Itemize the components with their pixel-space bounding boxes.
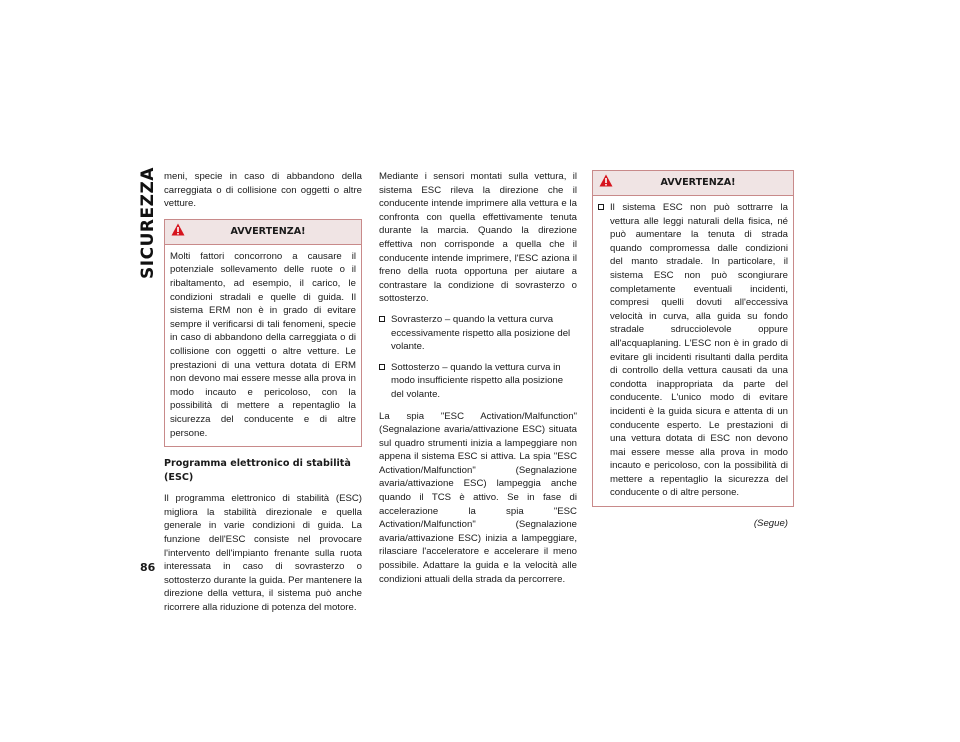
warning-header <box>165 220 361 245</box>
warning-title: AVVERTENZA! <box>230 225 306 237</box>
warning-box-esc <box>592 170 794 507</box>
checkbox-bullet-icon <box>598 204 604 210</box>
warning-body <box>593 196 793 506</box>
esc-paragraph: Il programma elettronico di stabilità (ESC) migliora la stabilità direzionale e quella generale in varie condizioni di guida. La funzione dell'ESC consiste nel provocare l'intervento dell'impianto frenante sulla ruota interessata in caso di sovrasterzo o sottosterzo durante la guida. Per mantenere la direzione della vettura, il sistema può anche ricorrere alla riduzione di potenza del motore. <box>164 493 362 614</box>
column-1 <box>164 170 362 615</box>
indicator-paragraph: La spia "ESC Activation/Malfunction" (Segnalazione avaria/attivazione ESC) situata sul quadro strumenti inizia a lampeggiare non appena il sistema ESC si attiva. La spia "ESC Activation/Malfunction" (Segnalazione avaria/attivazione ESC) lampeggia anche quando il TCS è attivo. Se in fase di accelerazione la spia "ESC Activation/Malfunction" (Segnalazione avaria/attivazione ESC) inizia a lampeggiare, rilasciare l'acceleratore e accelerare il meno possibile. Adattare la guida e la velocità alle condizioni attuali della strada da percorrere. <box>379 410 577 585</box>
warning-text: Molti fattori concorrono a causare il potenziale sollevamento delle ruote o il ribaltamento, ad esempio, il carico, le condizioni stradali e quelle di guida. Il sistema ERM non è in grado di evitare sempre il verificarsi di tali fenomeni, specie in caso di abbandono della carreggiata o di collisione con oggetti o altre vetture. Le prestazioni di una vettura dotata di ERM non devono mai essere messe alla prova in modo incauto e pericoloso, con la possibilità di mettere a repentaglio la sicurezza del conducente e di altre persone. <box>170 250 356 439</box>
intro-paragraph: meni, specie in caso di abbandono della carreggiata o di collisione con oggetti o altre vetture. <box>164 171 362 210</box>
list-item <box>598 201 788 500</box>
section-tab-label: SICUREZZA <box>138 167 158 279</box>
section-tab <box>138 168 158 278</box>
checkbox-bullet-icon <box>379 316 385 322</box>
warning-bullet-list <box>598 201 788 500</box>
continued-label: (Segue) <box>753 518 788 530</box>
warning-triangle-icon <box>171 223 185 236</box>
warning-header <box>593 171 793 196</box>
checkbox-bullet-icon <box>379 364 385 370</box>
warning-triangle-icon <box>599 174 613 187</box>
sensors-paragraph: Mediante i sensori montati sulla vettura, il sistema ESC rileva la direzione che il conducente intende imprimere alla vettura e la confronta con quella effettivamente tenuta durante la marcia. Quando la direzione effettiva non corrisponde a quella che il conducente intende imprimere, l'ESC aziona il freno della ruota opportuna per aiutare a contrastare la condizione di sovrasterzo o sottosterzo. <box>379 171 577 305</box>
list-item-text: Sovrasterzo – quando la vettura curva eccessivamente rispetto alla posizione del volante. <box>391 313 571 353</box>
section-heading-esc: Programma elettronico di stabilità (ESC) <box>164 458 351 483</box>
column-2 <box>379 170 577 586</box>
list-item-text: Il sistema ESC non può sottrarre la vettura alle leggi naturali della fisica, né può aumentare la tenuta di strada quando compromessa dalle condizioni del manto stradale. In particolare, il sistema ESC non può scongiurare completamente eventuali incidenti, compresi quelli dovuti all'eccessiva velocità in curva, alla guida su fondo stradale sdrucciolevole oppure all'acquaplaning. L'ESC non è in grado di evitare gli incidenti risultanti dalla perdita di controllo della vettura causati da una condotta inappropriata da parte del conducente. L'unico modo di evitare incidenti è la guida sicura e attenta di un conducente esperto. Le prestazioni di una vettura dotata di ESC non devono mai essere messe alla prova in modo incauto e pericoloso, con la possibilità di mettere a repentaglio la sicurezza del conducente o di altre persone. <box>610 202 788 499</box>
list-item <box>379 361 577 402</box>
warning-box-erm <box>164 219 362 447</box>
list-item <box>379 313 577 354</box>
page-number: 86 <box>140 561 156 574</box>
warning-body <box>165 245 361 446</box>
warning-title: AVVERTENZA! <box>660 177 736 188</box>
list-item-text: Sottosterzo – quando la vettura curva in modo insufficiente rispetto alla posizione del volante. <box>391 361 564 400</box>
steering-bullet-list <box>379 313 577 402</box>
column-3 <box>592 170 794 531</box>
